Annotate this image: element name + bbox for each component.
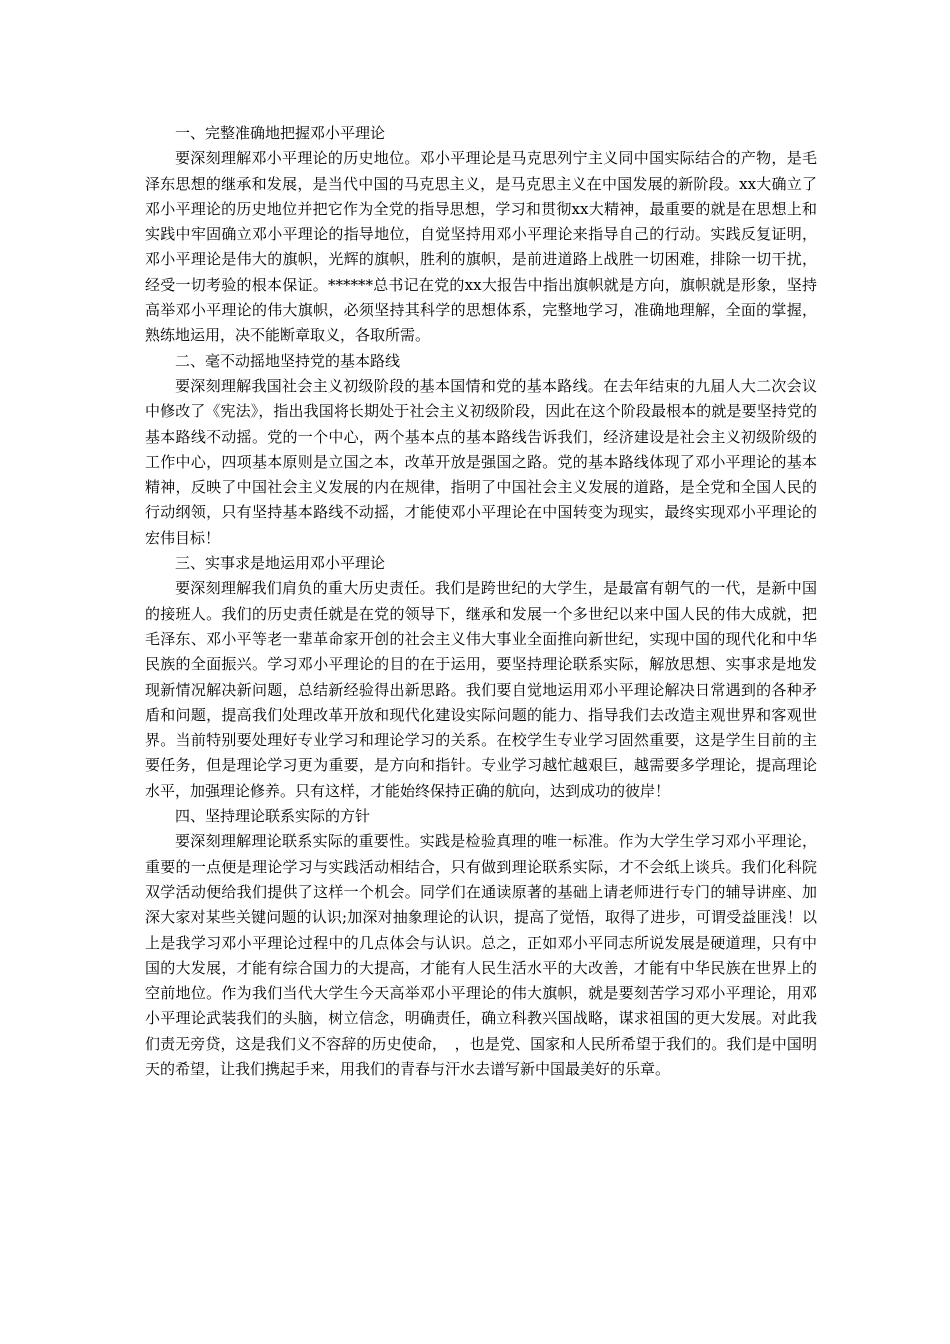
section-heading: 一、完整准确地把握邓小平理论 <box>175 124 386 142</box>
section-1 <box>145 121 817 349</box>
section-4 <box>145 804 817 1082</box>
section-3 <box>145 551 817 804</box>
section-paragraph: 要深刻理解理论联系实际的重要性。实践是检验真理的唯一标准。作为大学生学习邓小平理论，重要的一点便是理论学习与实践活动相结合，只有做到理论联系实际，才不会纸上谈兵。我们化科院双学活动便给我们提供了这样一个机会。同学们在通读原著的基础上请老师进行专门的辅导讲座、加深大家对某些关键问题的认识;加深对抽象理论的认识，提高了觉悟，取得了进步，可谓受益匪浅！以上是我学习邓小平理论过程中的几点体会与认识。总之，正如邓小平同志所说发展是硬道理，只有中国的大发展，才能有综合国力的大提高，才能有人民生活水平的大改善，才能有中华民族在世界上的空前地位。作为我们当代大学生今天高举邓小平理论的伟大旗帜，就是要刻苦学习邓小平理论，用邓小平理论武装我们的头脑，树立信念，明确责任，确立科教兴国战略，谋求祖国的更大发展。对此我们责无旁贷，这是我们义不容辞的历史使命， ，也是党、国家和人民所希望于我们的。我们是中国明天的希望，让我们携起手来，用我们的青春与汗水去谱写新中国最美好的乐章。 <box>145 832 817 1078</box>
section-heading: 四、坚持理论联系实际的方针 <box>175 807 371 826</box>
section-paragraph: 要深刻理解我们肩负的重大历史责任。我们是跨世纪的大学生，是最富有朝气的一代，是新中国的接班人。我们的历史责任就是在党的领导下，继承和发展一个多世纪以来中国人民的伟大成就，把毛泽东、邓小平等老一辈革命家开创的社会主义伟大事业全面推向新世纪，实现中国的现代化和中华民族的全面振兴。学习邓小平理论的目的在于运用，要坚持理论联系实际，解放思想、实事求是地发现新情况解决新问题，总结新经验得出新思路。我们要自觉地运用邓小平理论解决日常遇到的各种矛盾和问题，提高我们处理改革开放和现代化建设实际问题的能力、指导我们去改造主观世界和客观世界。当前特别要处理好专业学习和理论学习的关系。在校学生专业学习固然重要，这是学生目前的主要任务，但是理论学习更为重要，是方向和指针。专业学习越忙越艰巨，越需要多学理论，提高理论水平，加强理论修养。只有这样，才能始终保持正确的航向，达到成功的彼岸！ <box>145 579 817 800</box>
section-paragraph: 要深刻理解邓小平理论的历史地位。邓小平理论是马克思列宁主义同中国实际结合的产物，是毛泽东思想的继承和发展，是当代中国的马克思主义，是马克思主义在中国发展的新阶段。xx大确立了邓小平理论的历史地位并把它作为全党的指导思想，学习和贯彻xx大精神，最重要的就是在思想上和实践中牢固确立邓小平理论的指导地位，自觉坚持用邓小平理论来指导自己的行动。实践反复证明，邓小平理论是伟大的旗帜，光辉的旗帜，胜利的旗帜，是前进道路上战胜一切困难，排除一切干扰，经受一切考验的根本保证。******总书记在党的xx大报告中指出旗帜就是方向，旗帜就是形象，坚持高举邓小平理论的伟大旗帜，必须坚持其科学的思想体系，完整地学习，准确地理解，全面的掌握，熟练地运用，决不能断章取义，各取所需。 <box>145 149 817 345</box>
section-paragraph: 要深刻理解我国社会主义初级阶段的基本国情和党的基本路线。在去年结束的九届人大二次会议中修改了《宪法》，指出我国将长期处于社会主义初级阶段，因此在这个阶段最根本的就是要坚持党的基本路线不动摇。党的一个中心，两个基本点的基本路线告诉我们，经济建设是社会主义初级阶级的工作中心，四项基本原则是立国之本，改革开放是强国之路。党的基本路线体现了邓小平理论的基本精神，反映了中国社会主义发展的内在规律，指明了中国社会主义发展的道路，是全党和全国人民的行动纲领，只有坚持基本路线不动摇，才能使邓小平理论在中国转变为现实，最终实现邓小平理论的宏伟目标！ <box>145 376 817 547</box>
section-heading: 三、实事求是地运用邓小平理论 <box>175 554 386 573</box>
section-2 <box>145 349 817 551</box>
document-page <box>145 121 817 1082</box>
section-heading: 二、毫不动摇地坚持党的基本路线 <box>175 351 401 370</box>
